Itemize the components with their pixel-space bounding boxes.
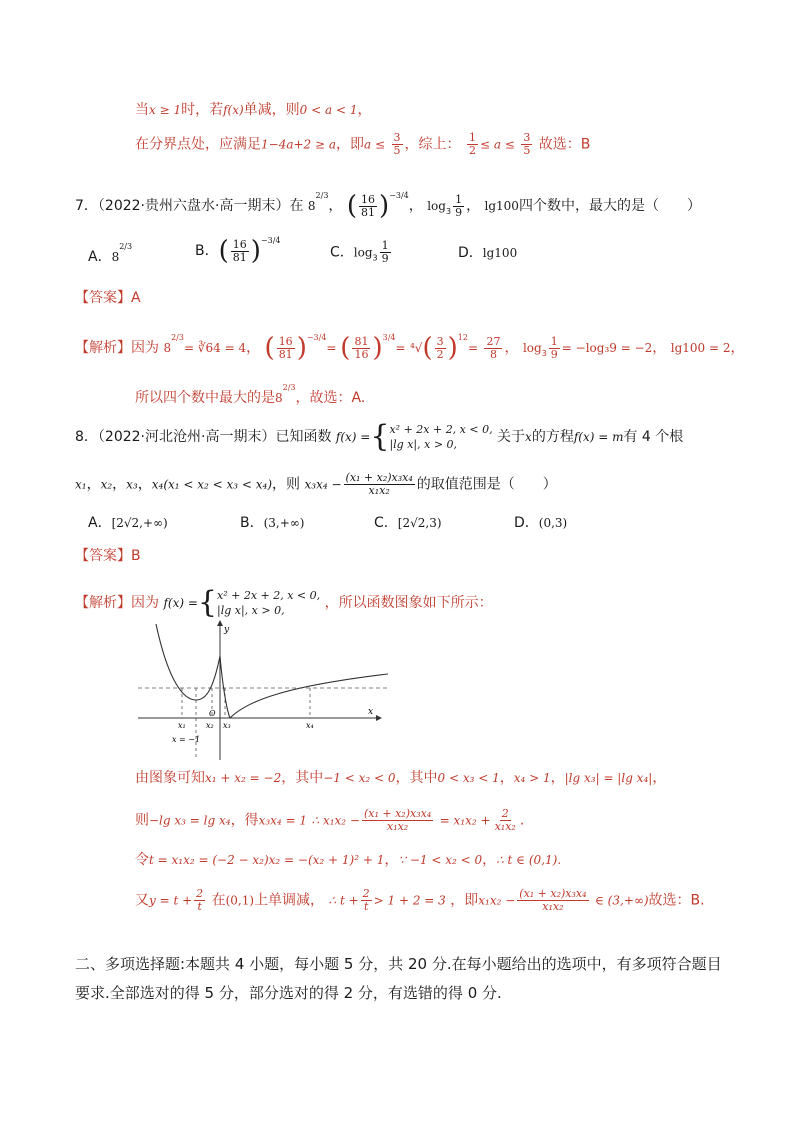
graph-x2-label: x₂ (206, 721, 214, 730)
q8-option-d[interactable]: D．(0,3) (514, 515, 568, 531)
graph-y-label: y (224, 625, 230, 635)
solution-line-1: 当x ≥ 1时，若f(x)单减，则0 < a < 1， (135, 102, 372, 118)
q7-explanation: 【解析】因为 $8^{2/3}=$ ∛64 = 4， ( $\frac{16}{81}$ )$^{-3/4}$= ( $\frac{81}{16}$ )$^{3/4}$= ⁴√( $\frac{3}{2}$ )$^{12}$= $\frac{27}{8}$ ， $\log_3$ $\frac{1}{9}$ = −log₃9 = −2， lg100 = 2， (75, 333, 745, 363)
q7-option-b[interactable]: B．( $\frac{16}{81}$ )$^{-3/4}$ (195, 236, 281, 266)
solution-line-2: 在分界点处，应满足1−4a+2 ≥ a，即a ≤ $\frac{3}{5}$ ，综上： $\frac{1}{2}$ ≤ a ≤ $\frac{3}{5}$ 故选：B (135, 131, 591, 157)
q8-option-b[interactable]: B．(3,+∞) (240, 515, 305, 531)
q8-explanation-4: 则−lg x₃ = lg x₄，得x₃x₄ = 1 ∴ x₁x₂ − $\frac{\text{(x₁ + x₂)x₃x₄}}{\text{x₁x₂}}$ = x₁x₂ + $\frac{2}{\text{x₁x₂}}$ . (135, 807, 525, 833)
graph-x4-label: x₄ (306, 721, 314, 730)
q7-explanation-2: 所以四个数中最大的是$8^{2/3}$，故选：A. (135, 383, 366, 406)
section-2-instructions: 二、多项选择题:本题共 4 小题，每小题 5 分，共 20 分.在每小题给出的选项中，有多项符合题目要求.全部选对的得 5 分，部分选对的得 2 分，有选错的得 0 分. (75, 955, 722, 1002)
q8-option-c[interactable]: C．[2√2,3) (374, 515, 442, 531)
graph-origin-label: O (209, 709, 216, 718)
graph-x3-label: x₃ (223, 721, 231, 730)
q8-explanation-6: 又y = t + $\frac{2}{t}$ 在(0,1)上单调减， ∴ t + $\frac{2}{t}$ > 1 + 2 = 3 ，即x₁x₂ − $\frac{\text{(x₁ + x₂)x₃x₄}}{\text{x₁x₂}}$ ∈ (3,+∞)故选：B. (135, 887, 705, 913)
question-8: 8．（2022·河北沧州·高一期末）已知函数 f(x) ={ x² + 2x + 2, x < 0, |lg x|, x > 0, 关于x的方程f(x) = m有 4 个根 (75, 419, 684, 454)
q7-answer: 【答案】A (75, 290, 141, 306)
q7-option-c[interactable]: C．$\log_3$ $\frac{1}{9}$ (330, 239, 389, 265)
q8-explanation-3: 由图象可知x₁ + x₂ = −2，其中−1 < x₂ < 0，其中0 < x₃ < 1，x₄ > 1，|lg x₃| = |lg x₄|， (135, 770, 667, 786)
function-graph (138, 620, 388, 760)
graph-xm1-label: x = −1 (172, 735, 201, 744)
q8-explanation: 【解析】因为 f(x) ={ x² + 2x + 2, x < 0, |lg x|, x > 0, ，所以函数图象如下所示： (75, 585, 493, 620)
q7-option-d[interactable]: D．lg100 (458, 245, 518, 261)
q7-option-a[interactable]: A．$8^{2/3}$ (88, 242, 133, 265)
question-7: 7．（2022·贵州六盘水·高一期末）在 $8^{2/3}$， ( $\frac{16}{81}$ )$^{-3/4}$， $\log_3$ $\frac{1}{9}$ ， lg100四个数中，最大的是（ ） (75, 191, 701, 221)
q8-option-a[interactable]: A．[2√2,+∞) (88, 515, 168, 531)
q8-explanation-5: 令t = x₁x₂ = (−2 − x₂)x₂ = −(x₂ + 1)² + 1，∵ −1 < x₂ < 0，∴ t ∈ (0,1). (135, 852, 562, 868)
q8-answer: 【答案】B (75, 548, 141, 564)
graph-x1-label: x₁ (178, 721, 186, 730)
question-8-line-2: x₁，x₂，x₃，x₄(x₁ < x₂ < x₃ < x₄)，则 x₃x₄ − $\frac{\text{(x₁ + x₂)x₃x₄}}{\text{x₁x₂}}$ 的取值范围是（ ） (75, 471, 557, 497)
graph-x-label: x (368, 707, 374, 717)
